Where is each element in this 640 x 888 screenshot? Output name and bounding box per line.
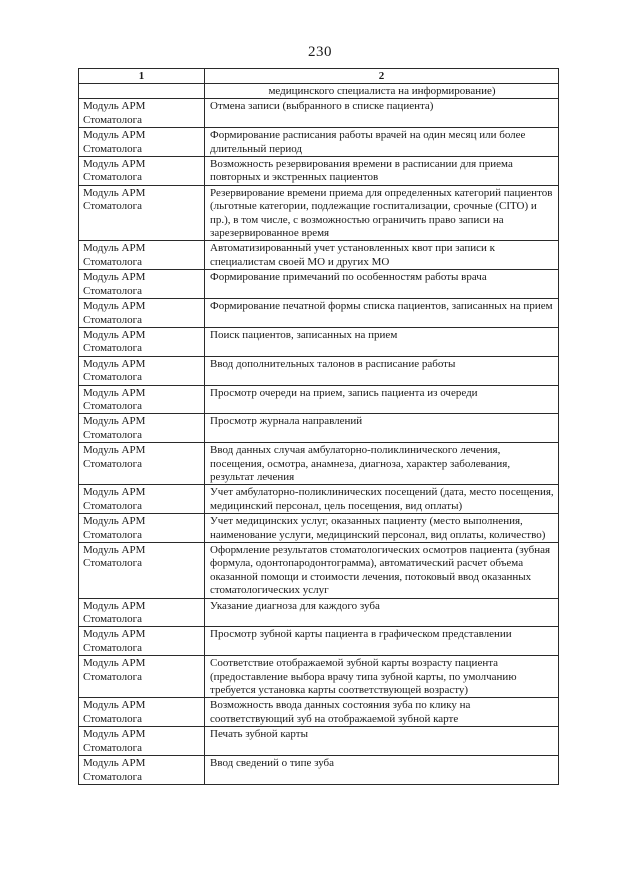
function-cell: Формирование расписания работы врачей на один месяц или более длительный период — [205, 128, 559, 157]
function-cell: Резервирование времени приема для определенных категорий пациентов (льготные категории, подлежащие госпитализации, срочные (CITO) и пр.), в том числе, с возможностью ограничить право записи на зарезервированное время — [205, 185, 559, 241]
module-cell: Модуль АРМ Стоматолога — [79, 656, 205, 698]
table-row — [79, 443, 559, 485]
module-cell: Модуль АРМ Стоматолога — [79, 385, 205, 414]
module-cell: Модуль АРМ Стоматолога — [79, 414, 205, 443]
table-row — [79, 627, 559, 656]
module-cell: Модуль АРМ Стоматолога — [79, 756, 205, 785]
table-row — [79, 385, 559, 414]
module-cell: Модуль АРМ Стоматолога — [79, 598, 205, 627]
module-cell: Модуль АРМ Стоматолога — [79, 356, 205, 385]
function-cell: Возможность резервирования времени в расписании для приема повторных и экстренных пациентов — [205, 157, 559, 186]
function-cell: Учет медицинских услуг, оказанных пациенту (место выполнения, наименование услуги, медицинский персонал, вид оплаты, количество) — [205, 514, 559, 543]
function-cell: Отмена записи (выбранного в списке пациента) — [205, 99, 559, 128]
function-cell: Автоматизированный учет установленных квот при записи к специалистам своей МО и других МО — [205, 241, 559, 270]
function-cell: Соответствие отображаемой зубной карты возрасту пациента (предоставление выбора врачу типа зубной карты, по умолчанию требуется установка карты соответствующей возрасту) — [205, 656, 559, 698]
module-cell: Модуль АРМ Стоматолога — [79, 99, 205, 128]
table-row — [79, 128, 559, 157]
table-row — [79, 698, 559, 727]
module-cell: Модуль АРМ Стоматолога — [79, 543, 205, 599]
table-body — [79, 84, 559, 785]
table-row — [79, 299, 559, 328]
module-cell: Модуль АРМ Стоматолога — [79, 514, 205, 543]
continuation-text: медицинского специалиста на информирование) — [205, 84, 559, 99]
module-cell: Модуль АРМ Стоматолога — [79, 485, 205, 514]
table-row — [79, 185, 559, 241]
table-row — [79, 598, 559, 627]
table-row — [79, 656, 559, 698]
module-cell: Модуль АРМ Стоматолога — [79, 627, 205, 656]
table-row — [79, 485, 559, 514]
table-row — [79, 157, 559, 186]
function-cell: Ввод сведений о типе зуба — [205, 756, 559, 785]
function-cell: Оформление результатов стоматологических осмотров пациента (зубная формула, одонтопародонтограмма), автоматический расчет объема оказанной помощи и стоимости лечения, потоковый ввод оказанных стоматологических услуг — [205, 543, 559, 599]
table-row — [79, 756, 559, 785]
module-cell: Модуль АРМ Стоматолога — [79, 443, 205, 485]
function-cell: Формирование примечаний по особенностям работы врача — [205, 270, 559, 299]
continuation-row — [79, 84, 559, 99]
function-cell: Ввод данных случая амбулаторно-поликлинического лечения, посещения, осмотра, анамнеза, диагноза, характер заболевания, результат лечения — [205, 443, 559, 485]
table-row — [79, 241, 559, 270]
functions-table — [78, 68, 559, 785]
table-row — [79, 327, 559, 356]
page-number: 230 — [308, 44, 332, 60]
module-cell: Модуль АРМ Стоматолога — [79, 299, 205, 328]
table-row — [79, 543, 559, 599]
function-cell: Ввод дополнительных талонов в расписание работы — [205, 356, 559, 385]
table-row — [79, 514, 559, 543]
function-cell: Просмотр очереди на прием, запись пациента из очереди — [205, 385, 559, 414]
table-row — [79, 99, 559, 128]
module-cell: Модуль АРМ Стоматолога — [79, 128, 205, 157]
table-row — [79, 270, 559, 299]
module-cell: Модуль АРМ Стоматолога — [79, 157, 205, 186]
function-cell: Возможность ввода данных состояния зуба по клику на соответствующий зуб на отображаемой зубной карте — [205, 698, 559, 727]
function-cell: Поиск пациентов, записанных на прием — [205, 327, 559, 356]
function-cell: Просмотр зубной карты пациента в графическом представлении — [205, 627, 559, 656]
table-row — [79, 727, 559, 756]
module-cell: Модуль АРМ Стоматолога — [79, 327, 205, 356]
function-cell: Указание диагноза для каждого зуба — [205, 598, 559, 627]
function-cell: Печать зубной карты — [205, 727, 559, 756]
module-cell: Модуль АРМ Стоматолога — [79, 270, 205, 299]
table-row — [79, 414, 559, 443]
module-cell: Модуль АРМ Стоматолога — [79, 185, 205, 241]
function-cell: Формирование печатной формы списка пациентов, записанных на прием — [205, 299, 559, 328]
module-cell — [79, 84, 205, 99]
module-cell: Модуль АРМ Стоматолога — [79, 241, 205, 270]
table-header-row — [79, 69, 559, 84]
column-header-2: 2 — [205, 69, 559, 84]
table-row — [79, 356, 559, 385]
module-cell: Модуль АРМ Стоматолога — [79, 727, 205, 756]
function-cell: Просмотр журнала направлений — [205, 414, 559, 443]
function-cell: Учет амбулаторно-поликлинических посещений (дата, место посещения, медицинский персонал, цель посещения, вид оплаты) — [205, 485, 559, 514]
column-header-1: 1 — [79, 69, 205, 84]
module-cell: Модуль АРМ Стоматолога — [79, 698, 205, 727]
